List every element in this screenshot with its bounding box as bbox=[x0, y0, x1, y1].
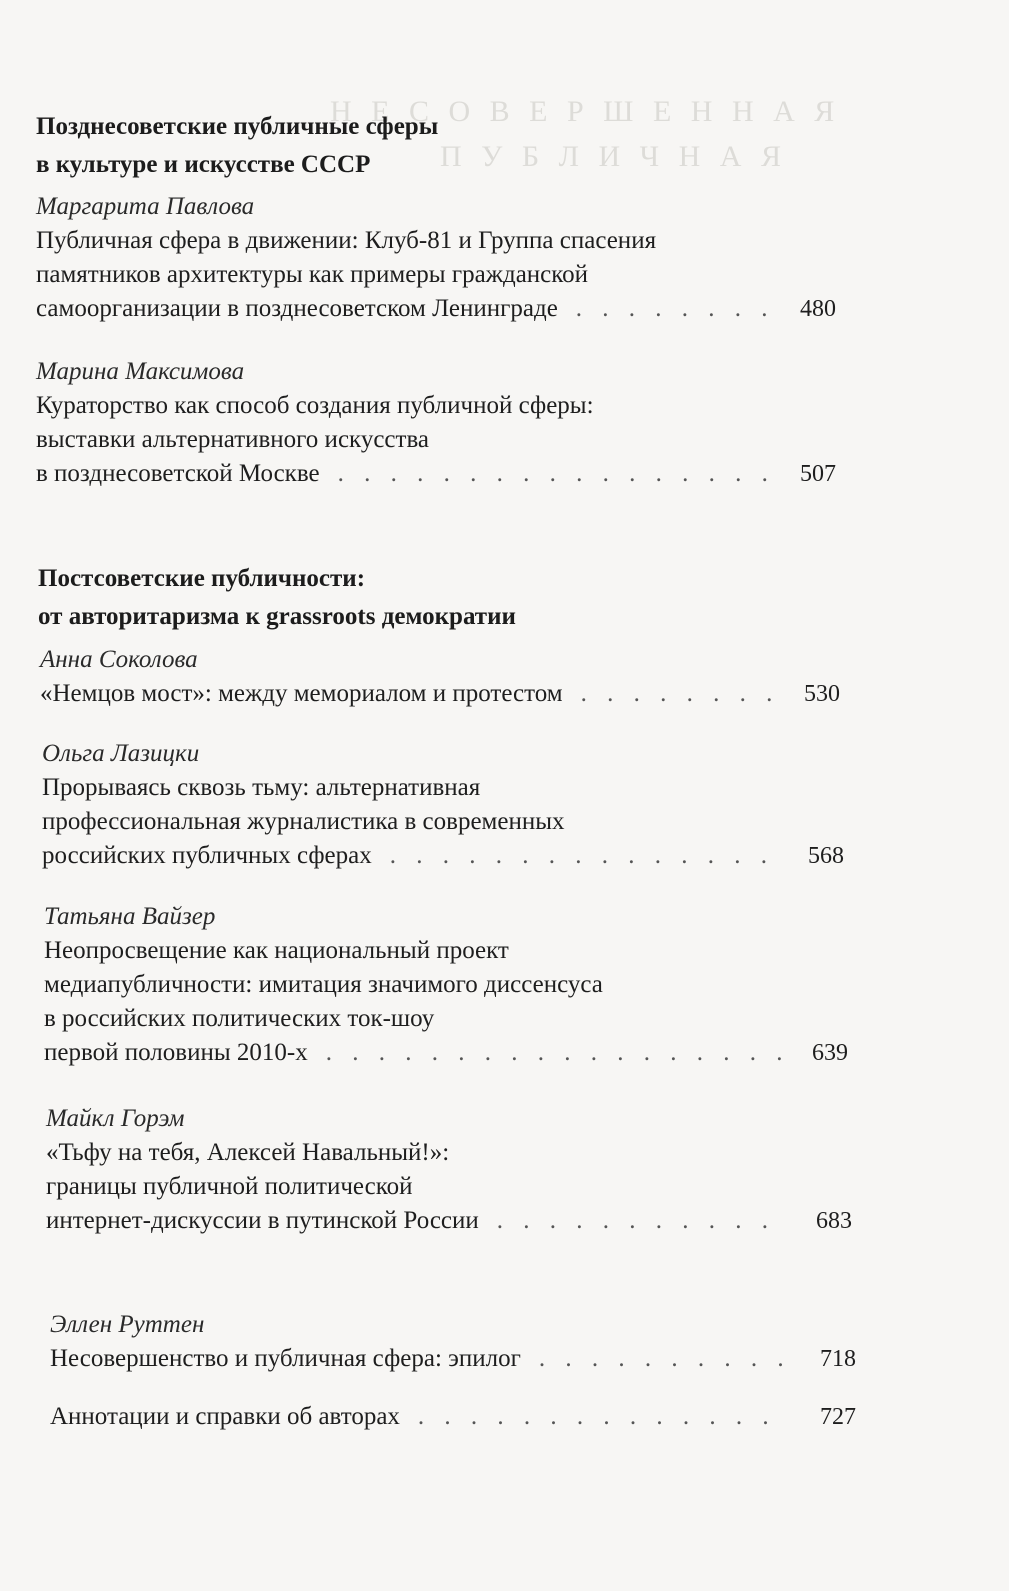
entry-page-number: 683 bbox=[816, 1208, 852, 1234]
entry-title-line: границы публичной политической bbox=[46, 1173, 413, 1200]
entry-title-last-line bbox=[50, 1400, 856, 1434]
entry-title-line: российских публичных сферах bbox=[42, 842, 372, 869]
entry-title-line: в позднесоветской Москве bbox=[36, 460, 320, 487]
entry-title-last-line bbox=[50, 1342, 856, 1376]
entry-author: Майкл Горэм bbox=[46, 1105, 185, 1132]
leader-dots bbox=[318, 1036, 782, 1070]
entry-page-number: 568 bbox=[808, 843, 844, 869]
leader-dots bbox=[382, 839, 778, 873]
leader-dots bbox=[568, 292, 770, 326]
entry-page-number: 727 bbox=[820, 1404, 856, 1430]
entry-page-number: 480 bbox=[800, 296, 836, 322]
section-heading bbox=[38, 560, 898, 636]
entry-title-line: выставки альтернативного искусства bbox=[36, 426, 430, 453]
entry-title-line: Публичная сфера в движении: Клуб-81 и Группа спасения bbox=[36, 227, 657, 254]
entry-page-number: 507 bbox=[800, 461, 836, 487]
section-heading-line: в культуре и искусстве СССР bbox=[36, 151, 371, 178]
entry-title-last-line bbox=[36, 292, 836, 326]
entry-title-line: «Немцов мост»: между мемориалом и протестом bbox=[40, 680, 563, 707]
leader-dots bbox=[330, 457, 770, 491]
entry-title-line: первой половины 2010-х bbox=[44, 1039, 308, 1066]
entry-page-number: 530 bbox=[804, 681, 840, 707]
entry-author: Ольга Лазицки bbox=[42, 740, 200, 767]
leader-dots bbox=[489, 1204, 786, 1238]
section-heading-line: от авторитаризма к grassroots демократии bbox=[38, 603, 516, 630]
entry-author: Маргарита Павлова bbox=[36, 193, 255, 220]
entry-title-line: профессиональная журналистика в современных bbox=[42, 808, 565, 835]
section-heading bbox=[36, 108, 896, 184]
entry-title-line: в российских политических ток-шоу bbox=[44, 1005, 435, 1032]
entry-title-line: Несовершенство и публичная сфера: эпилог bbox=[50, 1345, 521, 1372]
entry-author: Марина Максимова bbox=[36, 358, 245, 385]
entry-title-line: Неопросвещение как национальный проект bbox=[44, 937, 509, 964]
section-post-soviet bbox=[38, 560, 898, 636]
entry-author: Анна Соколова bbox=[40, 646, 198, 673]
entry-author: Татьяна Вайзер bbox=[44, 903, 216, 930]
toc-entry[interactable] bbox=[40, 643, 840, 711]
toc-entry[interactable] bbox=[46, 1102, 852, 1238]
bleed-through-decoration: П У Б Л И Ч Н А Я bbox=[440, 140, 787, 173]
section-heading-line: Позднесоветские публичные сферы bbox=[36, 113, 439, 140]
entry-page-number: 718 bbox=[820, 1346, 856, 1372]
entry-title-last-line bbox=[44, 1036, 848, 1070]
entry-title-line: медиапубличности: имитация значимого диссенсуса bbox=[44, 971, 603, 998]
entry-title-last-line bbox=[46, 1204, 852, 1238]
entry-title-line: Прорываясь сквозь тьму: альтернативная bbox=[42, 774, 481, 801]
entry-title-line: памятников архитектуры как примеры гражданской bbox=[36, 261, 589, 288]
entry-author: Эллен Руттен bbox=[50, 1311, 205, 1338]
entry-page-number: 639 bbox=[812, 1040, 848, 1066]
toc-entry-annotations[interactable] bbox=[50, 1400, 856, 1434]
toc-entry[interactable] bbox=[36, 355, 836, 491]
bleed-through-decoration: Н Е С О В Е Р Ш Е Н Н А Я bbox=[330, 95, 841, 128]
toc-entry[interactable] bbox=[42, 737, 844, 873]
leader-dots bbox=[573, 677, 774, 711]
section-heading-line: Постсоветские публичности: bbox=[38, 565, 366, 592]
entry-title-last-line bbox=[40, 677, 840, 711]
toc-entry[interactable] bbox=[44, 900, 848, 1070]
section-late-soviet bbox=[36, 108, 896, 184]
toc-entry[interactable] bbox=[36, 190, 836, 326]
entry-title-line: самоорганизации в позднесоветском Ленинграде bbox=[36, 295, 558, 322]
entry-title-line: Аннотации и справки об авторах bbox=[50, 1403, 400, 1430]
entry-title-last-line bbox=[42, 839, 844, 873]
leader-dots bbox=[531, 1342, 790, 1376]
entry-title-line: «Тьфу на тебя, Алексей Навальный!»: bbox=[46, 1139, 450, 1166]
leader-dots bbox=[410, 1400, 790, 1434]
entry-title-last-line bbox=[36, 457, 836, 491]
toc-entry-epilogue[interactable] bbox=[50, 1308, 856, 1376]
entry-title-line: интернет-дискуссии в путинской России bbox=[46, 1207, 479, 1234]
entry-title-line: Кураторство как способ создания публичной сферы: bbox=[36, 392, 594, 419]
